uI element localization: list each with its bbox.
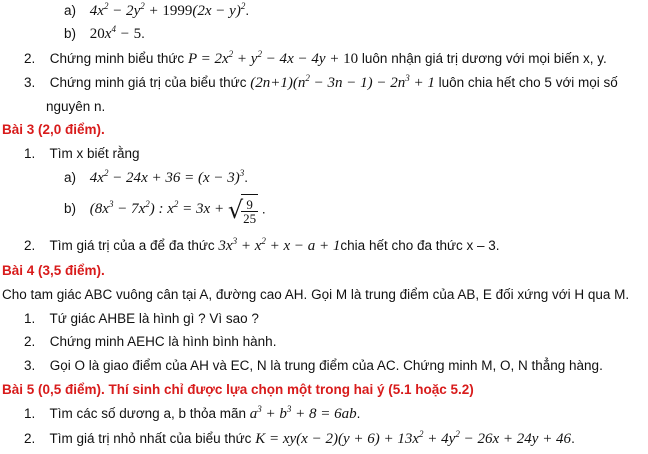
item-text: Tìm các số dương a, b thỏa mãn — [49, 406, 246, 421]
exercise-3-continued: nguyên n. — [46, 99, 106, 114]
item-text: chia hết cho đa thức x – 3. — [340, 238, 500, 253]
item-text: Gọi O là giao điểm của AH và EC, N là trung điểm của AC. Chứng minh M, O, N thẳng hàng. — [49, 358, 603, 373]
item-text: Tìm x biết rằng — [49, 146, 140, 161]
bai4-item-1 — [24, 310, 259, 328]
math-expression: $3x^3 + x^2 + x - a + 1$ — [218, 236, 341, 254]
exercise-3 — [24, 74, 618, 92]
item-number: 3. — [24, 75, 36, 90]
item-text: Chứng minh AEHC là hình bình hành. — [49, 334, 277, 349]
item-number: 2. — [24, 334, 36, 349]
exercise-1b: b) $20x^4 - 5$. — [64, 24, 145, 42]
section-heading-bai-3: Bài 3 (2,0 điểm). — [2, 122, 105, 137]
exercise-2 — [24, 50, 607, 68]
math-expression: $4x^2 - 24x + 36 = (x - 3)^3$ — [89, 168, 245, 186]
item-number: 2. — [24, 51, 36, 66]
math-expression: $(8x^3 - 7x^2)$ : $x^2 = 3x$ + √ $\frac{9}{25}$ — [89, 196, 257, 227]
math-expression: $K = xy(x - 2)(y + 6) + 13x^2 + 4y^2 - 26x + 24y + 46$ — [255, 429, 572, 447]
section-heading-bai-5: Bài 5 (0,5 điểm). Thí sinh chỉ được lựa chọn một trong hai ý (5.1 hoặc 5.2) — [2, 382, 474, 397]
item-text: Tìm giá trị của a để đa thức — [49, 238, 215, 253]
item-text: Tứ giác AHBE là hình gì ? Vì sao ? — [49, 311, 259, 326]
math-expression: $20x^4 - 5$ — [89, 24, 142, 42]
math-expression: $4x^2 - 2y^2 + 1999(2x - y)^2$ — [89, 1, 246, 19]
bai4-statement: Cho tam giác ABC vuông cân tại A, đường cao AH. Gọi M là trung điểm của AB, E đối xứng với H qua M. — [2, 287, 630, 302]
item-text: Chứng minh biểu thức — [49, 51, 185, 66]
bai3-item-1b: b) $(8x^3 - 7x^2)$ : $x^2 = 3x$ + √ $\frac{9}{25}$ . — [64, 196, 266, 227]
section-heading-bai-4: Bài 4 (3,5 điểm). — [2, 263, 105, 278]
bai4-item-3 — [24, 357, 603, 375]
square-root: √ $\frac{9}{25}$ — [227, 196, 257, 227]
math-expression: $a^3 + b^3 + 8 = 6ab$ — [249, 404, 357, 422]
exercise-1a: a) $4x^2 - 2y^2 + 1999(2x - y)^2$. — [64, 1, 250, 19]
item-text: luôn nhận giá trị dương với mọi biến x, y. — [361, 51, 607, 66]
bai5-item-2: 2. Tìm giá trị nhỏ nhất của biểu thức $K = xy(x - 2)(y + 6) + 13x^2 + 4y^2 - 26x + 24y + 46$. — [24, 429, 575, 447]
item-text: Chứng minh giá trị của biểu thức — [49, 75, 247, 90]
item-number: 1. — [24, 311, 36, 326]
item-number: 2. — [24, 238, 36, 253]
item-label: a) — [64, 170, 77, 185]
bai3-item-1a: a) $4x^2 - 24x + 36 = (x - 3)^3$. — [64, 168, 249, 186]
bai3-item-1 — [24, 145, 140, 163]
item-label: a) — [64, 3, 77, 18]
item-number: 1. — [24, 146, 36, 161]
math-expression: $(2n+1)(n^2 - 3n - 1) - 2n^3 + 1$ — [250, 73, 435, 91]
item-label: b) — [64, 201, 77, 217]
item-number: 2. — [24, 431, 36, 446]
item-text: luôn chia hết cho 5 với mọi số — [438, 75, 618, 90]
item-number: 3. — [24, 358, 36, 373]
bai3-item-2 — [24, 237, 500, 255]
item-number: 1. — [24, 406, 36, 421]
bai4-item-2 — [24, 333, 276, 351]
bai5-item-1: 1. Tìm các số dương a, b thỏa mãn $a^3 + b^3 + 8 = 6ab$. — [24, 404, 361, 422]
math-expression: $P = 2x^2 + y^2 - 4x - 4y + 10$ — [187, 49, 359, 67]
item-text: Tìm giá trị nhỏ nhất của biểu thức — [49, 431, 252, 446]
item-label: b) — [64, 26, 77, 41]
